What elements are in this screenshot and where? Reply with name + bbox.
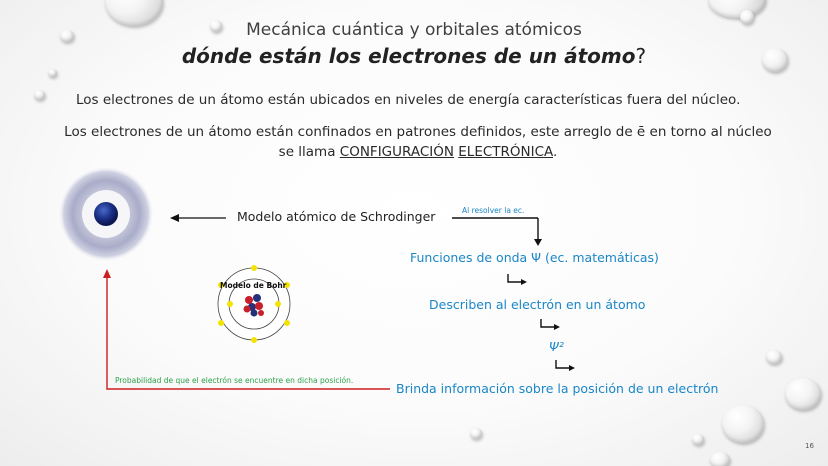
resolve-equation-label: Al resolver la ec. — [462, 206, 525, 215]
underlined-configuracion: CONFIGURACIÓN — [339, 144, 454, 160]
step-wave-functions: Funciones de onda Ψ (ec. matemáticas) — [410, 250, 659, 265]
slide-number: 16 — [805, 442, 814, 450]
step-arrow-2 — [541, 319, 560, 330]
bohr-model-icon — [218, 265, 290, 343]
subtitle-italic: dónde están los electrones de un átomo — [181, 44, 636, 68]
subtitle-question-mark: ? — [635, 44, 647, 68]
schrodinger-orbital-cloud-icon — [58, 166, 154, 262]
paragraph2-period: . — [553, 144, 558, 160]
slide-title: Mecánica cuántica y orbitales atómicos — [246, 20, 582, 40]
underlined-electronica: ELECTRÓNICA — [458, 144, 554, 160]
schrodinger-model-label: Modelo atómico de Schrodinger — [237, 209, 436, 224]
probability-label: Probabilidad de que el electrón se encuentre en dicha posición. — [115, 376, 354, 385]
step-position-information: Brinda información sobre la posición de un electrón — [396, 381, 719, 396]
step-arrow-1 — [508, 274, 527, 285]
step-describe-electron: Describen al electrón en un átomo — [429, 297, 646, 312]
paragraph-energy-levels: Los electrones de un átomo están ubicados en niveles de energía características fuera del núcleo. — [76, 92, 741, 108]
step-arrow-3 — [556, 360, 575, 371]
step-psi-squared: Ψ² — [549, 339, 564, 354]
bohr-model-label: Modelo de Bohr — [220, 281, 287, 290]
paragraph2-text: Los electrones de un átomo están confinados en patrones definidos, este arreglo de ē en torno al núcleo se llama — [64, 124, 772, 160]
arrow-to-cloud — [170, 214, 226, 222]
resolve-arrow — [452, 218, 542, 246]
